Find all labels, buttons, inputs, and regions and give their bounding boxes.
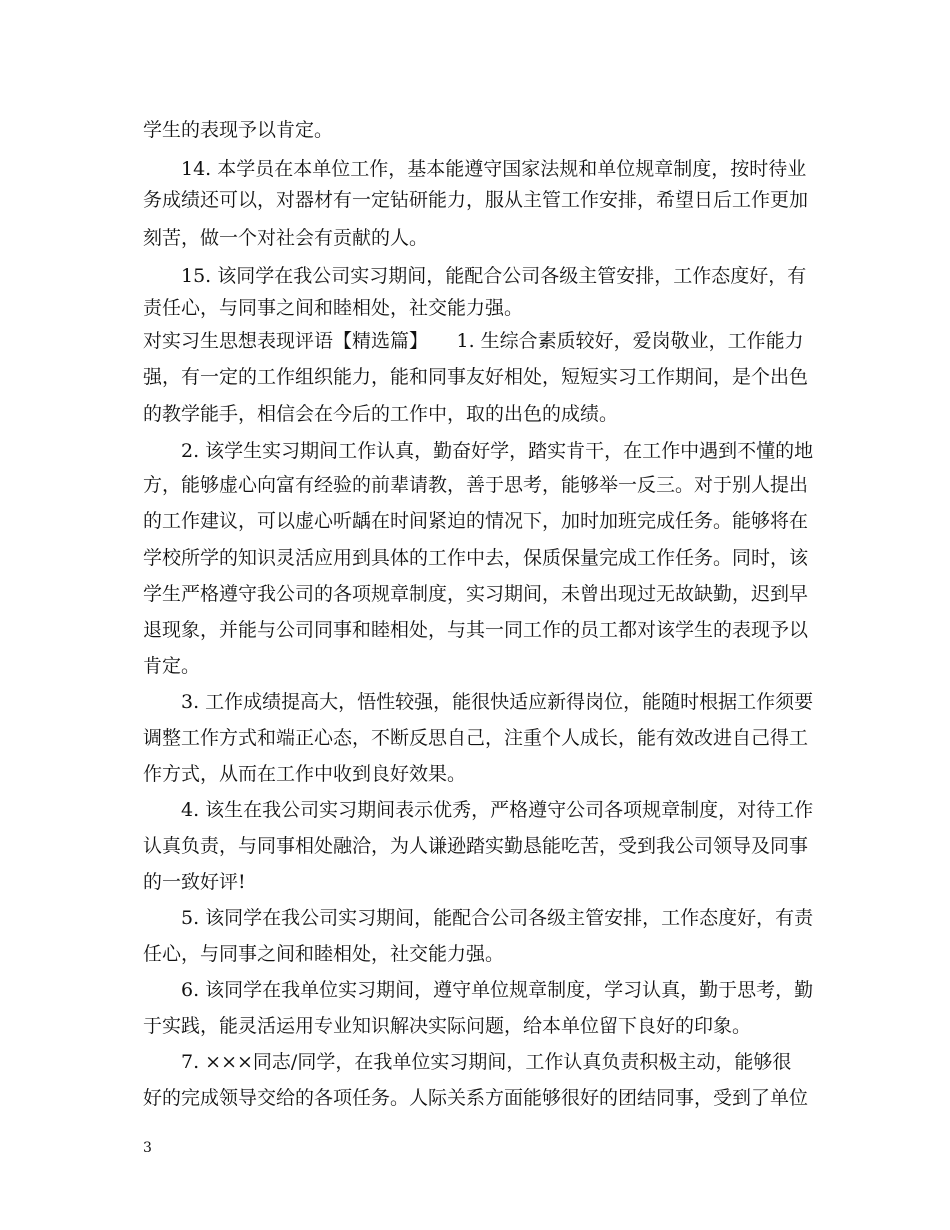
text-line: 3. 工作成绩提高大，悟性较强，能很快适应新得岗位，能随时根据工作须要 bbox=[143, 691, 814, 713]
text-line: 方，能够虚心向富有经验的前辈请教，善于思考，能够举一反三。对于别人提出 bbox=[143, 474, 809, 496]
page-number: 3 bbox=[143, 1140, 152, 1156]
text-line: 14. 本学员在本单位工作，基本能遵守国家法规和单位规章制度，按时待业 bbox=[143, 158, 807, 180]
text-line: 刻苦，做一个对社会有贡献的人。 bbox=[143, 227, 429, 249]
text-line: 学校所学的知识灵活应用到具体的工作中去，保质保量完成工作任务。同时，该 bbox=[143, 547, 809, 569]
text-line: 调整工作方式和端正心态，不断反思自己，注重个人成长，能有效改进自己得工 bbox=[143, 727, 809, 749]
text-line: 肯定。 bbox=[143, 655, 201, 677]
text-line: 务成绩还可以，对器材有一定钻研能力，服从主管工作安排，希望日后工作更加 bbox=[143, 189, 809, 211]
text-line: 认真负责，与同事相处融洽，为人谦逊踏实勤恳能吃苦，受到我公司领导及同事 bbox=[143, 835, 809, 857]
text-line: 学生的表现予以肯定。 bbox=[143, 119, 334, 141]
text-line: 对实习生思想表现评语【精选篇】 1. 生综合素质较好，爱岗敬业，工作能力 bbox=[143, 330, 804, 352]
text-line: 责任心，与同事之间和睦相处，社交能力强。 bbox=[143, 297, 524, 319]
text-line: 6. 该同学在我单位实习期间，遵守单位规章制度，学习认真，勤于思考，勤 bbox=[143, 979, 814, 1001]
text-line: 任心，与同事之间和睦相处，社交能力强。 bbox=[143, 943, 505, 965]
text-line: 的教学能手，相信会在今后的工作中，取的出色的成绩。 bbox=[143, 403, 619, 425]
text-line: 7. ×××同志/同学，在我单位实习期间，工作认真负责积极主动，能够很 bbox=[143, 1051, 792, 1073]
text-line: 的工作建议，可以虚心听龋在时间紧迫的情况下，加时加班完成任务。能够将在 bbox=[143, 510, 809, 532]
text-line: 作方式，从而在工作中收到良好效果。 bbox=[143, 763, 467, 785]
text-line: 于实践，能灵活运用专业知识解决实际问题，给本单位留下良好的印象。 bbox=[143, 1015, 752, 1037]
text-line: 退现象，并能与公司同事和睦相处，与其一同工作的员工都对该学生的表现予以 bbox=[143, 619, 809, 641]
text-line: 4. 该生在我公司实习期间表示优秀，严格遵守公司各项规章制度，对待工作 bbox=[143, 799, 814, 821]
text-line: 15. 该同学在我公司实习期间，能配合公司各级主管安排，工作态度好，有 bbox=[143, 265, 807, 287]
text-line: 好的完成领导交给的各项任务。人际关系方面能够很好的团结同事，受到了单位 bbox=[143, 1087, 809, 1109]
text-line: 学生严格遵守我公司的各项规章制度，实习期间，未曾出现过无故缺勤，迟到早 bbox=[143, 583, 809, 605]
text-line: 5. 该同学在我公司实习期间，能配合公司各级主管安排，工作态度好，有责 bbox=[143, 907, 814, 929]
text-line: 2. 该学生实习期间工作认真，勤奋好学，踏实肯干，在工作中遇到不懂的地 bbox=[143, 440, 814, 462]
text-line: 的一致好评! bbox=[143, 871, 246, 893]
text-line: 强，有一定的工作组织能力，能和同事友好相处，短短实习工作期间，是个出色 bbox=[143, 366, 809, 388]
